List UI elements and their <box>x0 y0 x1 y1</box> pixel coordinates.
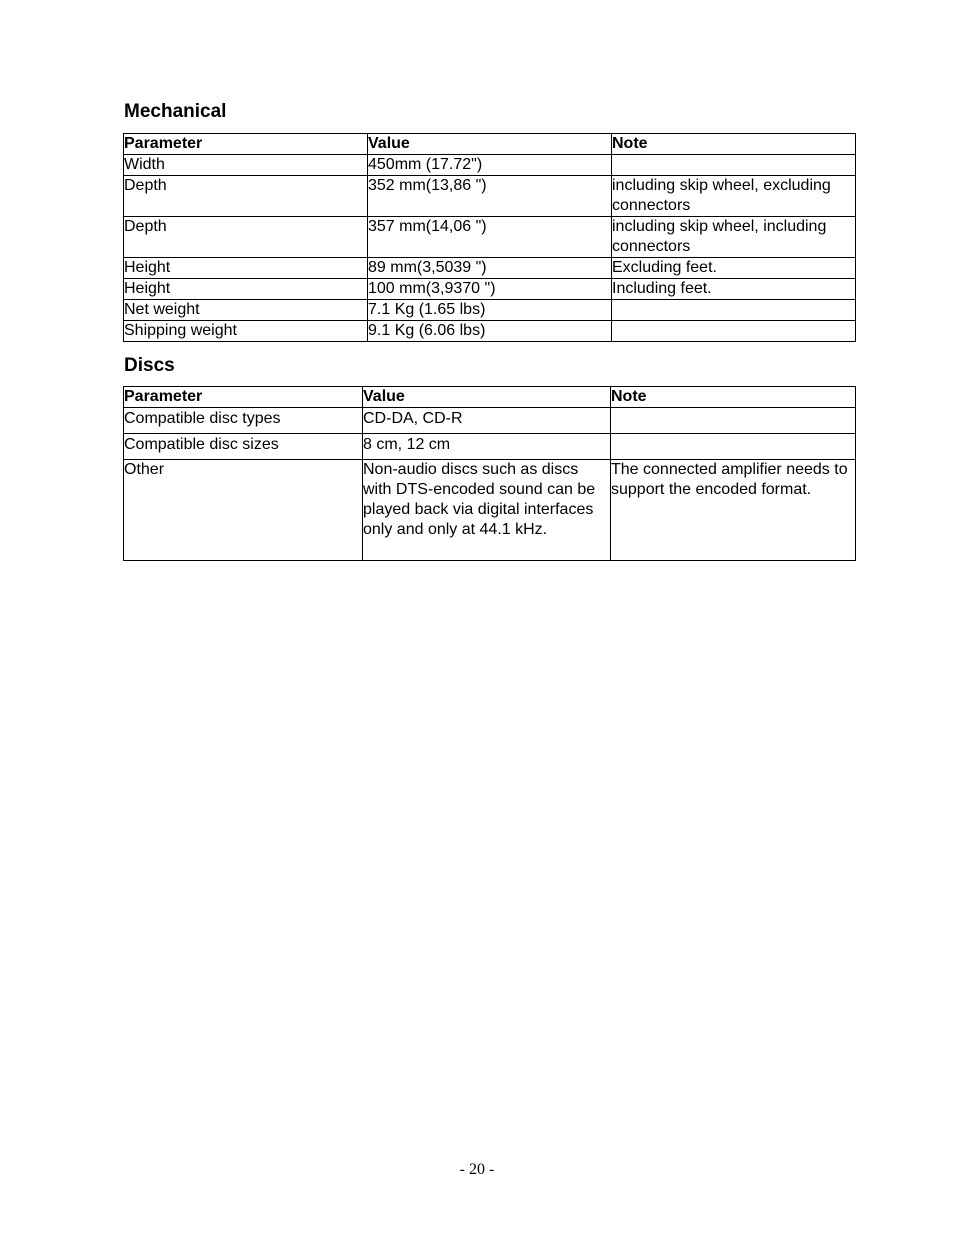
value-cell: 450mm (17.72") <box>368 155 612 176</box>
mechanical-table <box>123 133 856 342</box>
table-row <box>124 408 856 434</box>
value-cell: 357 mm(14,06 ") <box>368 217 612 258</box>
value-cell: 7.1 Kg (1.65 lbs) <box>368 300 612 321</box>
table-row <box>124 460 856 561</box>
header-value: Value <box>363 387 611 408</box>
parameter-cell: Height <box>124 258 368 279</box>
table-row <box>124 279 856 300</box>
note-cell <box>612 321 856 342</box>
table-row <box>124 434 856 460</box>
value-cell: CD-DA, CD-R <box>363 408 611 434</box>
parameter-cell: Height <box>124 279 368 300</box>
value-cell: 8 cm, 12 cm <box>363 434 611 460</box>
parameter-cell: Other <box>124 460 363 561</box>
note-cell: including skip wheel, including connectors <box>612 217 856 258</box>
value-cell: 100 mm(3,9370 ") <box>368 279 612 300</box>
table-header-row <box>124 387 856 408</box>
note-cell <box>611 434 856 460</box>
parameter-cell: Compatible disc sizes <box>124 434 363 460</box>
header-note: Note <box>611 387 856 408</box>
header-parameter: Parameter <box>124 134 368 155</box>
parameter-cell: Net weight <box>124 300 368 321</box>
value-cell: 352 mm(13,86 ") <box>368 176 612 217</box>
note-cell <box>611 408 856 434</box>
discs-section-title: Discs <box>124 355 175 376</box>
table-row <box>124 300 856 321</box>
table-row <box>124 321 856 342</box>
note-cell: Excluding feet. <box>612 258 856 279</box>
note-cell: including skip wheel, excluding connectors <box>612 176 856 217</box>
note-cell: The connected amplifier needs to support the encoded format. <box>611 460 856 561</box>
parameter-cell: Width <box>124 155 368 176</box>
discs-table <box>123 386 856 561</box>
note-cell <box>612 155 856 176</box>
header-parameter: Parameter <box>124 387 363 408</box>
parameter-cell: Shipping weight <box>124 321 368 342</box>
value-cell: 9.1 Kg (6.06 lbs) <box>368 321 612 342</box>
page-number: - 20 - <box>459 1161 495 1178</box>
table-row <box>124 217 856 258</box>
parameter-cell: Depth <box>124 217 368 258</box>
header-note: Note <box>612 134 856 155</box>
table-header-row <box>124 134 856 155</box>
value-cell: Non-audio discs such as discs with DTS-encoded sound can be played back via digital interfaces only and only at 44.1 kHz. <box>363 460 611 561</box>
note-cell <box>612 300 856 321</box>
table-row <box>124 258 856 279</box>
parameter-cell: Compatible disc types <box>124 408 363 434</box>
mechanical-section-title: Mechanical <box>124 101 227 122</box>
table-row <box>124 155 856 176</box>
table-row <box>124 176 856 217</box>
parameter-cell: Depth <box>124 176 368 217</box>
note-cell: Including feet. <box>612 279 856 300</box>
value-cell: 89 mm(3,5039 ") <box>368 258 612 279</box>
header-value: Value <box>368 134 612 155</box>
